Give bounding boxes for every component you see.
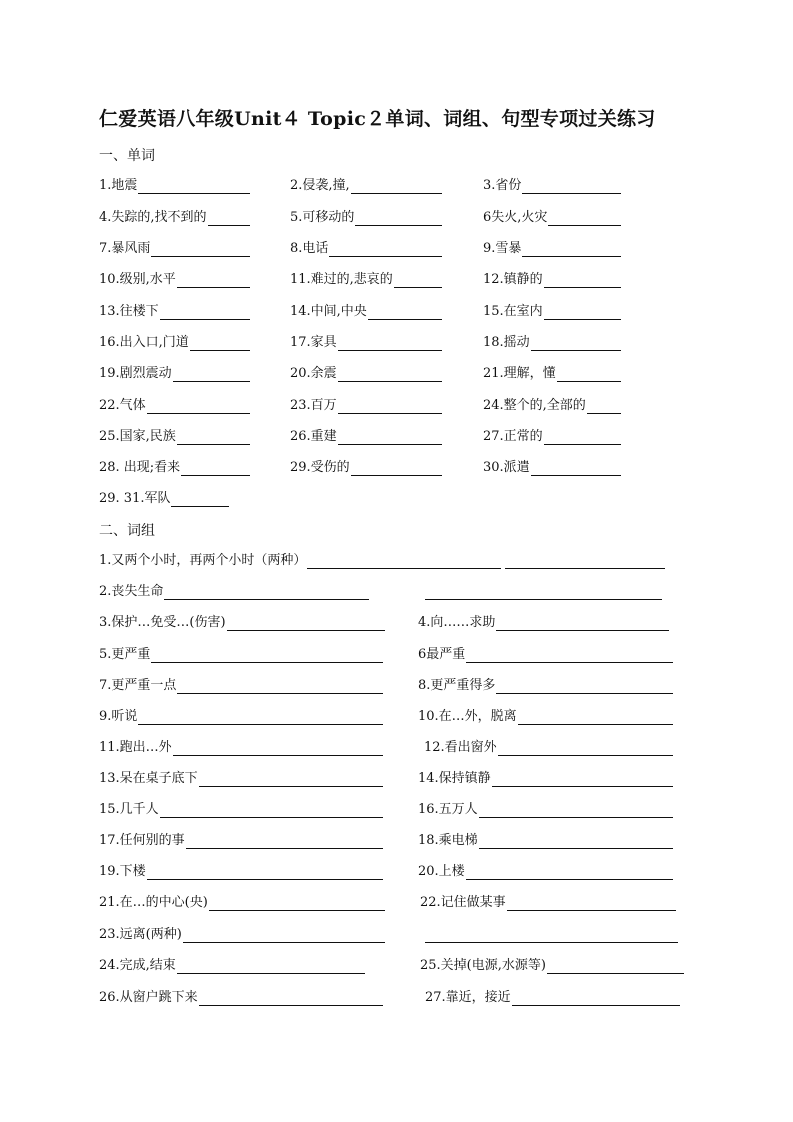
phrase-item bbox=[99, 582, 369, 600]
word-item-label: 30.派遣 bbox=[483, 460, 530, 475]
answer-blank[interactable] bbox=[177, 273, 250, 288]
word-item-label: 2.侵袭,撞, bbox=[290, 178, 350, 193]
phrase-item-label: 7.更严重一点 bbox=[99, 678, 177, 693]
phrase-item-label: 3.保护…免受…(伤害) bbox=[99, 615, 226, 630]
phrase-item bbox=[420, 956, 684, 974]
phrase-item bbox=[424, 738, 673, 756]
word-item-label: 22.气体 bbox=[99, 398, 146, 413]
word-item-label: 6失火,火灾 bbox=[483, 210, 548, 225]
word-item bbox=[483, 364, 621, 382]
answer-blank[interactable] bbox=[227, 616, 385, 631]
word-item bbox=[99, 270, 250, 288]
phrase-item-label: 10.在…外，脱离 bbox=[418, 709, 517, 724]
phrase-item-label: 9.听说 bbox=[99, 709, 138, 724]
answer-blank[interactable] bbox=[173, 367, 250, 382]
word-item bbox=[99, 302, 250, 320]
word-item-label: 23.百万 bbox=[290, 398, 337, 413]
word-item-label: 7.暴风雨 bbox=[99, 241, 151, 256]
phrase-item-label: 6最严重 bbox=[418, 647, 466, 662]
word-item bbox=[483, 427, 621, 445]
phrase-item-label: 27.靠近，接近 bbox=[425, 990, 511, 1005]
answer-blank[interactable] bbox=[177, 959, 365, 974]
word-item bbox=[99, 239, 250, 257]
phrase-item bbox=[99, 831, 383, 849]
word-item bbox=[290, 239, 442, 257]
phrase-item bbox=[418, 645, 673, 663]
phrase-item-label: 14.保持镇静 bbox=[418, 771, 491, 786]
answer-blank[interactable] bbox=[466, 648, 673, 663]
word-item-label: 20.余震 bbox=[290, 366, 337, 381]
answer-blank[interactable] bbox=[171, 492, 229, 507]
phrase-item-label: 11.跑出…外 bbox=[99, 740, 172, 755]
phrase-item-label: 5.更严重 bbox=[99, 647, 151, 662]
answer-blank[interactable] bbox=[164, 585, 369, 600]
phrase-item bbox=[99, 769, 383, 787]
word-item bbox=[483, 208, 621, 226]
word-item-label: 9.雪暴 bbox=[483, 241, 522, 256]
answer-blank[interactable] bbox=[151, 648, 383, 663]
phrase-item-label: 23.远离(两种) bbox=[99, 927, 182, 942]
answer-blank[interactable] bbox=[338, 336, 442, 351]
answer-blank[interactable] bbox=[479, 834, 673, 849]
phrase-item-label: 4.向……求助 bbox=[418, 615, 496, 630]
word-item-label: 5.可移动的 bbox=[290, 210, 355, 225]
answer-blank[interactable] bbox=[507, 896, 676, 911]
answer-blank[interactable] bbox=[173, 741, 383, 756]
word-item-label: 14.中间,中央 bbox=[290, 304, 367, 319]
word-item bbox=[99, 396, 250, 414]
answer-blank[interactable] bbox=[557, 367, 621, 382]
answer-blank[interactable] bbox=[466, 865, 673, 880]
answer-blank[interactable] bbox=[518, 710, 673, 725]
phrase-item bbox=[418, 707, 673, 725]
answer-blank[interactable] bbox=[338, 399, 442, 414]
word-item bbox=[483, 176, 621, 194]
answer-blank[interactable] bbox=[160, 305, 250, 320]
phrase-item bbox=[418, 862, 673, 880]
phrase-item bbox=[99, 738, 383, 756]
phrase-item-label: 22.记住做某事 bbox=[420, 895, 506, 910]
answer-blank[interactable] bbox=[498, 741, 673, 756]
answer-blank[interactable] bbox=[512, 991, 680, 1006]
phrase-item bbox=[418, 800, 673, 818]
phrase-item-label: 19.下楼 bbox=[99, 864, 146, 879]
phrase-item bbox=[99, 613, 385, 631]
answer-blank[interactable] bbox=[160, 803, 383, 818]
word-item bbox=[290, 333, 442, 351]
word-item bbox=[99, 458, 250, 476]
phrase-item bbox=[418, 831, 673, 849]
word-item bbox=[290, 364, 442, 382]
word-item bbox=[99, 364, 250, 382]
word-item bbox=[483, 333, 621, 351]
word-item-label: 29.受伤的 bbox=[290, 460, 350, 475]
phrase-item-label: 13.呆在桌子底下 bbox=[99, 771, 198, 786]
section-heading-words: 一、单词 bbox=[99, 148, 155, 164]
answer-blank[interactable] bbox=[479, 803, 673, 818]
answer-blank[interactable] bbox=[147, 399, 250, 414]
phrase-item bbox=[99, 893, 385, 911]
answer-blank[interactable] bbox=[425, 941, 678, 943]
answer-blank[interactable] bbox=[138, 179, 250, 194]
word-item bbox=[483, 270, 621, 288]
word-item-label: 27.正常的 bbox=[483, 429, 543, 444]
word-item bbox=[99, 176, 250, 194]
phrase-item-label: 17.任何别的事 bbox=[99, 833, 185, 848]
answer-blank[interactable] bbox=[368, 305, 442, 320]
phrase-item-label: 2.丧失生命 bbox=[99, 584, 164, 599]
answer-blank[interactable] bbox=[138, 710, 383, 725]
word-item bbox=[290, 396, 442, 414]
word-item bbox=[290, 208, 442, 226]
phrase-item bbox=[99, 645, 383, 663]
phrase-item bbox=[99, 988, 383, 1006]
phrase-item bbox=[425, 988, 680, 1006]
answer-blank[interactable] bbox=[177, 679, 383, 694]
answer-blank[interactable] bbox=[544, 305, 621, 320]
phrase-item bbox=[418, 769, 673, 787]
answer-blank[interactable] bbox=[496, 616, 669, 631]
answer-blank[interactable] bbox=[199, 772, 383, 787]
section-heading-phrases: 二、词组 bbox=[99, 523, 155, 539]
word-item-label: 19.剧烈震动 bbox=[99, 366, 172, 381]
word-item-label: 21.理解，懂 bbox=[483, 366, 556, 381]
phrase-item-label: 24.完成,结束 bbox=[99, 958, 176, 973]
answer-blank[interactable] bbox=[522, 179, 621, 194]
word-item bbox=[290, 270, 442, 288]
answer-blank[interactable] bbox=[531, 461, 621, 476]
page-title: 仁爱英语八年级Unit４ Topic２单词、词组、句型专项过关练习 bbox=[99, 108, 656, 130]
answer-blank[interactable] bbox=[147, 865, 383, 880]
phrase-item-label: 26.从窗户跳下来 bbox=[99, 990, 198, 1005]
answer-blank[interactable] bbox=[151, 242, 250, 257]
answer-blank[interactable] bbox=[177, 430, 250, 445]
word-item-label: 29. 31.军队 bbox=[99, 491, 171, 506]
answer-blank[interactable] bbox=[190, 336, 250, 351]
answer-blank[interactable] bbox=[329, 242, 442, 257]
answer-blank[interactable] bbox=[351, 461, 442, 476]
word-item-label: 26.重建 bbox=[290, 429, 337, 444]
phrase-item bbox=[418, 676, 673, 694]
answer-blank[interactable] bbox=[492, 772, 673, 787]
phrase-item-label: 1.又两个小时，再两个小时（两种） bbox=[99, 553, 307, 568]
phrase-item bbox=[99, 956, 365, 974]
word-item-label: 3.省份 bbox=[483, 178, 522, 193]
word-item bbox=[290, 302, 442, 320]
phrase-item bbox=[420, 893, 676, 911]
phrase-item bbox=[99, 551, 501, 569]
answer-blank[interactable] bbox=[183, 928, 385, 943]
answer-blank[interactable] bbox=[548, 211, 621, 226]
word-item-label: 1.地震 bbox=[99, 178, 138, 193]
phrase-item bbox=[418, 613, 669, 631]
phrase-item-label: 20.上楼 bbox=[418, 864, 465, 879]
word-item-label: 18.摇动 bbox=[483, 335, 530, 350]
answer-blank[interactable] bbox=[351, 179, 442, 194]
phrase-item-label: 15.几千人 bbox=[99, 802, 159, 817]
word-item bbox=[483, 239, 621, 257]
answer-blank[interactable] bbox=[208, 211, 250, 226]
phrase-item bbox=[99, 862, 383, 880]
answer-blank[interactable] bbox=[531, 336, 621, 351]
answer-blank[interactable] bbox=[496, 679, 673, 694]
word-item-label: 16.出入口,门道 bbox=[99, 335, 189, 350]
word-item bbox=[99, 333, 250, 351]
answer-blank[interactable] bbox=[338, 367, 442, 382]
word-item bbox=[483, 458, 621, 476]
word-item bbox=[290, 458, 442, 476]
word-item bbox=[99, 489, 229, 507]
word-item bbox=[483, 302, 621, 320]
word-item bbox=[99, 208, 250, 226]
word-item-label: 12.镇静的 bbox=[483, 272, 543, 287]
phrase-item-label: 25.关掉(电源,水源等) bbox=[420, 958, 546, 973]
phrase-item bbox=[99, 676, 383, 694]
answer-blank[interactable] bbox=[209, 896, 385, 911]
answer-blank[interactable] bbox=[544, 430, 621, 445]
answer-blank[interactable] bbox=[199, 991, 383, 1006]
answer-blank[interactable] bbox=[505, 567, 665, 569]
phrase-item-label: 18.乘电梯 bbox=[418, 833, 478, 848]
word-item-label: 13.往楼下 bbox=[99, 304, 159, 319]
answer-blank[interactable] bbox=[394, 273, 442, 288]
word-item bbox=[99, 427, 250, 445]
word-item-label: 25.国家,民族 bbox=[99, 429, 176, 444]
answer-blank[interactable] bbox=[355, 211, 442, 226]
phrase-item bbox=[99, 800, 383, 818]
word-item bbox=[290, 176, 442, 194]
word-item-label: 4.失踪的,找不到的 bbox=[99, 210, 207, 225]
answer-blank[interactable] bbox=[522, 242, 621, 257]
phrase-item bbox=[99, 707, 383, 725]
phrase-item bbox=[99, 925, 385, 943]
phrase-item-label: 21.在…的中心(央) bbox=[99, 895, 208, 910]
phrase-item-label: 12.看出窗外 bbox=[424, 740, 497, 755]
answer-blank[interactable] bbox=[307, 554, 501, 569]
answer-blank[interactable] bbox=[425, 598, 662, 600]
answer-blank[interactable] bbox=[181, 461, 250, 476]
answer-blank[interactable] bbox=[544, 273, 621, 288]
answer-blank[interactable] bbox=[547, 959, 684, 974]
word-item-label: 8.电话 bbox=[290, 241, 329, 256]
answer-blank[interactable] bbox=[186, 834, 383, 849]
word-item-label: 24.整个的,全部的 bbox=[483, 398, 586, 413]
word-item-label: 11.难过的,悲哀的 bbox=[290, 272, 393, 287]
phrase-item-label: 8.更严重得多 bbox=[418, 678, 496, 693]
word-item-label: 15.在室内 bbox=[483, 304, 543, 319]
word-item bbox=[290, 427, 442, 445]
answer-blank[interactable] bbox=[587, 399, 621, 414]
word-item-label: 17.家具 bbox=[290, 335, 337, 350]
word-item-label: 28. 出现;看来 bbox=[99, 460, 181, 475]
word-item-label: 10.级别,水平 bbox=[99, 272, 176, 287]
phrase-item-label: 16.五万人 bbox=[418, 802, 478, 817]
word-item bbox=[483, 396, 621, 414]
answer-blank[interactable] bbox=[338, 430, 442, 445]
